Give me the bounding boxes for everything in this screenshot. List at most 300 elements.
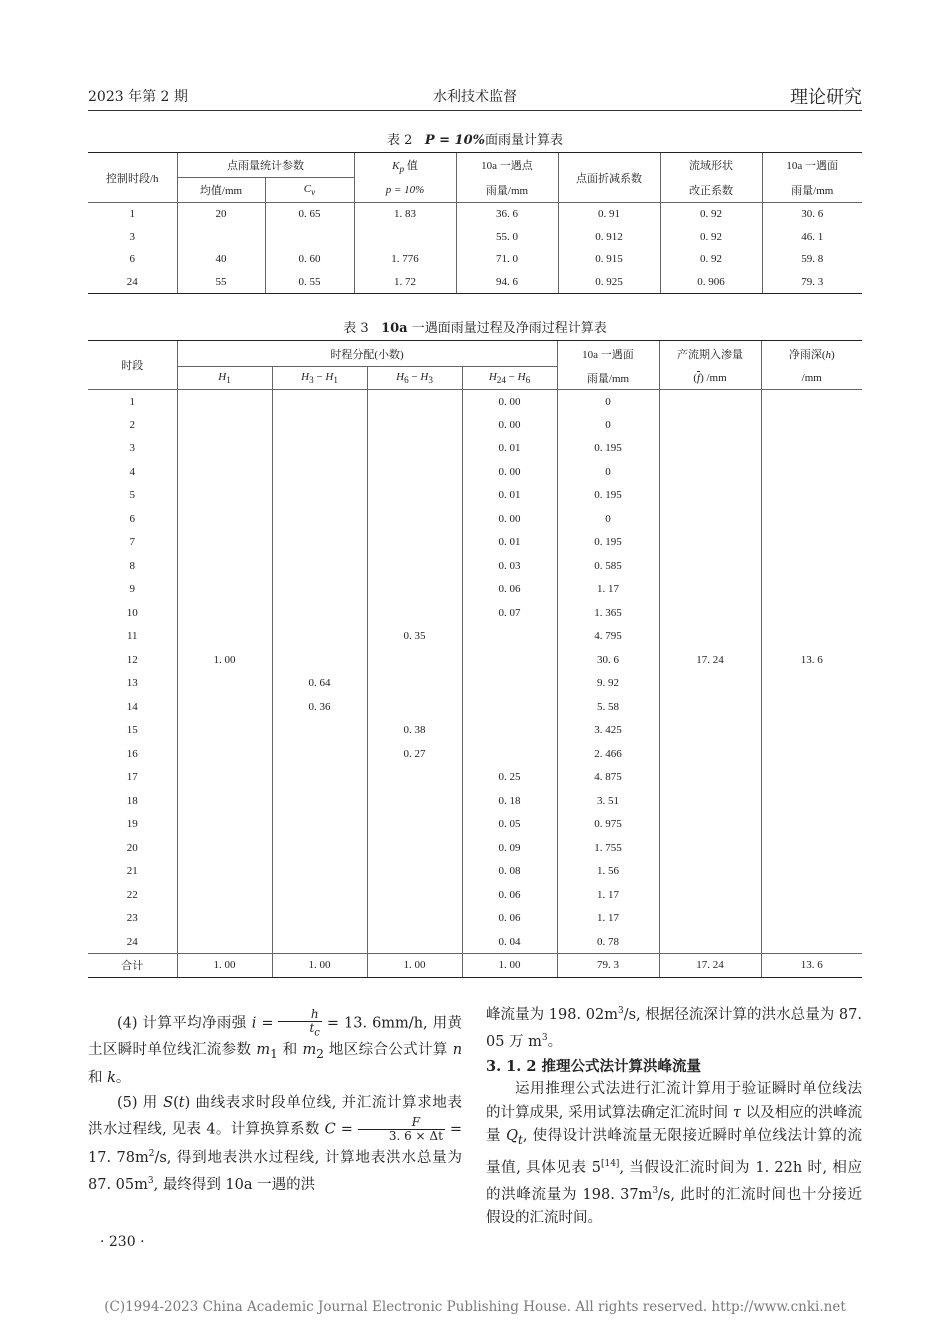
t3-cell-net xyxy=(761,460,862,484)
t3-cell-net xyxy=(761,531,862,555)
t3-cell-h6 xyxy=(367,860,462,884)
t2-cell-kp: 1. 776 xyxy=(354,248,456,271)
t3-cell-period: 9 xyxy=(129,583,135,596)
t3-cell-period: 合计 xyxy=(88,954,177,978)
t3-cell-h6: 0. 27 xyxy=(367,742,462,766)
t2-row xyxy=(88,248,862,271)
t3-cell-loss xyxy=(659,719,761,743)
t3-cell-h6: 0. 38 xyxy=(367,719,462,743)
t2-cell-area_rain: 46. 1 xyxy=(762,225,862,248)
t3-cell-h24: 1. 00 xyxy=(462,954,557,978)
t3-cell-loss xyxy=(659,531,761,555)
t3-header-net: 净雨深(h) xyxy=(761,341,862,367)
t2-header-point-rain: 10a 一遇点 xyxy=(456,153,558,178)
t2-cell-shape: 0. 92 xyxy=(660,225,762,248)
fraction-h-over-tc: $\frac{h}{t_c}$ xyxy=(278,1008,321,1039)
t3-cell-net xyxy=(761,507,862,531)
t3-cell-h6 xyxy=(367,648,462,672)
t2-header-cv: $C_v$ xyxy=(265,178,354,203)
t3-cell-h1 xyxy=(177,672,272,696)
t3-cell-net xyxy=(761,578,862,602)
t3-cell-rain: 3. 51 xyxy=(557,789,659,813)
t2-cell-shape: 0. 92 xyxy=(660,248,762,271)
t3-cell-period: 11 xyxy=(126,630,138,643)
t3-cell-h1 xyxy=(177,836,272,860)
t3-row xyxy=(88,766,862,790)
t3-cell-loss xyxy=(659,672,761,696)
t3-cell-h6 xyxy=(367,930,462,954)
t2-cell-point_rain: 36. 6 xyxy=(456,203,558,226)
t3-cell-h3 xyxy=(272,484,367,508)
t3-cell-h3 xyxy=(272,742,367,766)
t3-cell-loss xyxy=(659,813,761,837)
t3-cell-h24: 0. 08 xyxy=(462,860,557,884)
t2-row xyxy=(88,203,862,226)
t2-row xyxy=(88,271,862,294)
t3-cell-h3 xyxy=(272,719,367,743)
t3-cell-net xyxy=(761,766,862,790)
t2-cell-point_rain: 71. 0 xyxy=(456,248,558,271)
t2-cell-cv: 0. 65 xyxy=(265,203,354,226)
t3-cell-net: 13. 6 xyxy=(761,954,862,978)
t3-cell-h3 xyxy=(272,601,367,625)
t3-cell-h24: 0. 01 xyxy=(462,484,557,508)
t3-cell-h6 xyxy=(367,907,462,931)
table3-caption-prefix: 表 3 xyxy=(343,321,369,336)
t2-cell-period: 3 xyxy=(129,230,135,243)
t3-cell-period: 24 xyxy=(126,935,138,948)
t3-cell-loss xyxy=(659,860,761,884)
t3-cell-h24: 0. 01 xyxy=(462,531,557,555)
t3-cell-net: 13. 6 xyxy=(761,648,862,672)
t3-cell-period: 2 xyxy=(129,418,135,431)
t3-cell-net xyxy=(761,390,862,414)
t3-cell-h3 xyxy=(272,531,367,555)
table3-caption-suffix: 一遇面雨量过程及净雨过程计算表 xyxy=(407,321,607,336)
t3-cell-rain: 2. 466 xyxy=(557,742,659,766)
t3-cell-h6: 0. 35 xyxy=(367,625,462,649)
t3-cell-net xyxy=(761,484,862,508)
t3-cell-rain: 0 xyxy=(557,413,659,437)
t3-cell-h6 xyxy=(367,554,462,578)
t3-cell-h1 xyxy=(177,766,272,790)
t3-cell-h6 xyxy=(367,883,462,907)
t3-row xyxy=(88,437,862,461)
t2-cell-reduction: 0. 91 xyxy=(558,203,660,226)
section-heading-3-1-2: 3. 1. 2 推理公式法计算洪峰流量 xyxy=(486,1057,702,1075)
t3-row xyxy=(88,531,862,555)
t3-cell-h24 xyxy=(462,742,557,766)
t3-cell-h3 xyxy=(272,907,367,931)
t3-cell-loss xyxy=(659,836,761,860)
t3-row xyxy=(88,625,862,649)
t3-cell-h24: 0. 05 xyxy=(462,813,557,837)
t3-cell-period: 4 xyxy=(129,465,135,478)
t3-cell-h3: 1. 00 xyxy=(272,954,367,978)
t3-cell-net xyxy=(761,860,862,884)
t3-cell-net xyxy=(761,742,862,766)
t3-cell-rain: 1. 17 xyxy=(557,907,659,931)
t3-cell-h1 xyxy=(177,507,272,531)
t3-cell-rain: 0 xyxy=(557,390,659,414)
t3-cell-h1 xyxy=(177,813,272,837)
t3-cell-h24 xyxy=(462,719,557,743)
t3-cell-rain: 4. 875 xyxy=(557,766,659,790)
t3-cell-h6 xyxy=(367,484,462,508)
t3-cell-loss xyxy=(659,625,761,649)
t3-cell-h6 xyxy=(367,672,462,696)
body-right-column xyxy=(486,1000,862,1231)
t3-cell-h1 xyxy=(177,789,272,813)
t3-cell-loss xyxy=(659,883,761,907)
t3-cell-h24: 0. 00 xyxy=(462,507,557,531)
t3-cell-h24: 0. 00 xyxy=(462,460,557,484)
t3-cell-h1 xyxy=(177,930,272,954)
t3-cell-net xyxy=(761,554,862,578)
t3-cell-loss xyxy=(659,578,761,602)
t3-cell-h1 xyxy=(177,437,272,461)
t3-cell-loss xyxy=(659,930,761,954)
t3-cell-h24: 0. 00 xyxy=(462,390,557,414)
t3-cell-period: 7 xyxy=(129,536,135,549)
t3-cell-rain: 9. 92 xyxy=(557,672,659,696)
t3-cell-rain: 1. 17 xyxy=(557,883,659,907)
t3-cell-h6: 1. 00 xyxy=(367,954,462,978)
t3-cell-loss xyxy=(659,507,761,531)
table3-caption-bold: 10a xyxy=(381,321,408,336)
t3-cell-h1 xyxy=(177,531,272,555)
t3-cell-loss xyxy=(659,601,761,625)
table2-caption-prefix: 表 2 xyxy=(387,133,413,148)
t3-cell-h24: 0. 06 xyxy=(462,907,557,931)
page-number: · 230 · xyxy=(100,1234,145,1250)
t3-cell-loss xyxy=(659,554,761,578)
paragraph-step4: (4) 计算平均净雨强 i = $\frac{h}{t_c}$ = 13. 6mm/h, 用黄土区瞬时单位线汇流参数 $m_1$ 和 $m_2$ 地区综合公式计算 n 和 k。 xyxy=(88,1007,463,1086)
t3-cell-h6 xyxy=(367,507,462,531)
t3-row xyxy=(88,954,862,978)
t3-cell-h1 xyxy=(177,484,272,508)
t3-cell-h6 xyxy=(367,789,462,813)
t3-cell-loss xyxy=(659,695,761,719)
t2-cell-mean xyxy=(177,225,265,248)
t3-cell-h3 xyxy=(272,930,367,954)
t3-cell-h3 xyxy=(272,648,367,672)
t2-cell-mean: 40 xyxy=(177,248,265,271)
t3-header-loss-unit: $(\overline{f})$ /mm xyxy=(659,367,761,390)
t3-row xyxy=(88,672,862,696)
t3-cell-net xyxy=(761,883,862,907)
t3-cell-h3 xyxy=(272,437,367,461)
t3-cell-h3 xyxy=(272,390,367,414)
t3-cell-h6 xyxy=(367,766,462,790)
t2-header-point-rain-unit: 雨量/mm xyxy=(456,178,558,203)
t2-cell-shape: 0. 92 xyxy=(660,203,762,226)
t2-cell-reduction: 0. 925 xyxy=(558,271,660,294)
paragraph-rational-formula: 运用推理公式法进行汇流计算用于验证瞬时单位线法的计算成果, 采用试算法确定汇流时间 τ 以及相应的洪峰流量 $Q_t$, 使得设计洪峰流量无限接近瞬时单位线法计算的流量值, 具体见表 5[14], 当假设汇流时间为 1. 22h 时, 相应的洪峰流量为 198. $37m^3/s$, 此时的汇流时间也十分接近假设的汇流时间。 xyxy=(486,1081,863,1227)
t3-cell-h3 xyxy=(272,578,367,602)
t3-row xyxy=(88,930,862,954)
t3-cell-h3: 0. 36 xyxy=(272,695,367,719)
t3-cell-h6 xyxy=(367,601,462,625)
t3-cell-rain: 0. 195 xyxy=(557,437,659,461)
t3-cell-h6 xyxy=(367,836,462,860)
t3-cell-h24 xyxy=(462,695,557,719)
t3-cell-h6 xyxy=(367,413,462,437)
t3-cell-h1 xyxy=(177,460,272,484)
t3-cell-net xyxy=(761,437,862,461)
t3-cell-period: 16 xyxy=(126,747,138,760)
header-rule xyxy=(88,110,862,111)
t3-cell-rain: 1. 17 xyxy=(557,578,659,602)
t3-cell-rain: 1. 365 xyxy=(557,601,659,625)
t3-cell-period: 8 xyxy=(129,559,135,572)
t2-cell-period: 1 xyxy=(88,203,177,226)
t3-cell-loss xyxy=(659,484,761,508)
t3-cell-h24: 0. 01 xyxy=(462,437,557,461)
t3-header-distribution: 时程分配(小数) xyxy=(177,341,557,367)
t3-cell-period: 3 xyxy=(129,442,135,455)
t3-header-loss: 产流期入渗量 xyxy=(659,341,761,367)
t2-cell-kp: 1. 72 xyxy=(354,271,456,294)
issue-label: 2023 年第 2 期 xyxy=(88,89,188,105)
t3-cell-h24: 0. 09 xyxy=(462,836,557,860)
t3-cell-net xyxy=(761,625,862,649)
t3-header-rain: 10a 一遇面 xyxy=(557,341,659,367)
t3-cell-h1 xyxy=(177,742,272,766)
t3-cell-net xyxy=(761,672,862,696)
t3-cell-h6 xyxy=(367,390,462,414)
t2-cell-mean: 20 xyxy=(177,203,265,226)
t3-cell-period: 18 xyxy=(126,794,138,807)
t3-row xyxy=(88,390,862,414)
t3-cell-period: 20 xyxy=(126,841,138,854)
t3-cell-h6 xyxy=(367,460,462,484)
t3-cell-net xyxy=(761,813,862,837)
section-label: 理论研究 xyxy=(790,87,862,108)
t2-cell-mean: 55 xyxy=(177,271,265,294)
t2-cell-area_rain: 59. 8 xyxy=(762,248,862,271)
t3-row xyxy=(88,601,862,625)
paragraph-flood-peak: 峰流量为 198. $02m^3/s$, 根据径流深计算的洪水总量为 87. 05 万 $m^3$。 xyxy=(486,1006,862,1051)
t3-row xyxy=(88,907,862,931)
paragraph-step5: (5) 用 S(t) 曲线表求时段单位线, 并汇流计算求地表洪水过程线, 见表 4。计算换算系数 C = $\frac{F}{3. 6 \times \Delta t}$ = 17. $78m^2/s$, 得到地表洪水过程线, 计算地表洪水总量为 87. $05m^3$, 最终得到 10a 一遇的洪 xyxy=(88,1095,463,1193)
t3-cell-h24 xyxy=(462,672,557,696)
t3-cell-rain: 0. 195 xyxy=(557,531,659,555)
t3-cell-period: 22 xyxy=(126,888,138,901)
t3-header-h24: $H_{24} - H_6$ xyxy=(462,367,557,390)
t3-cell-h3 xyxy=(272,813,367,837)
t3-row xyxy=(88,860,862,884)
t3-cell-h24: 0. 03 xyxy=(462,554,557,578)
t3-row xyxy=(88,742,862,766)
t3-cell-h3 xyxy=(272,860,367,884)
t3-cell-h1 xyxy=(177,554,272,578)
t3-cell-loss xyxy=(659,766,761,790)
t3-row xyxy=(88,883,862,907)
t3-cell-rain: 0. 195 xyxy=(557,484,659,508)
t3-cell-net xyxy=(761,907,862,931)
t3-header-h1: $H_1$ xyxy=(177,367,272,390)
t3-header-period: 时段 xyxy=(88,341,177,390)
t2-cell-area_rain: 30. 6 xyxy=(762,203,862,226)
t2-cell-cv: 0. 60 xyxy=(265,248,354,271)
t2-cell-cv: 0. 55 xyxy=(265,271,354,294)
t3-cell-loss xyxy=(659,437,761,461)
t3-cell-rain: 4. 795 xyxy=(557,625,659,649)
t3-cell-rain: 3. 425 xyxy=(557,719,659,743)
t3-cell-h1 xyxy=(177,907,272,931)
t3-cell-h24: 0. 06 xyxy=(462,578,557,602)
table3-caption xyxy=(0,317,950,336)
t2-cell-point_rain: 55. 0 xyxy=(456,225,558,248)
t3-cell-h1 xyxy=(177,883,272,907)
t3-row xyxy=(88,507,862,531)
t2-cell-period: 24 xyxy=(88,271,177,294)
t2-cell-reduction: 0. 912 xyxy=(558,225,660,248)
t3-cell-h24 xyxy=(462,648,557,672)
t3-cell-net xyxy=(761,719,862,743)
t3-cell-net xyxy=(761,601,862,625)
t3-cell-h3 xyxy=(272,836,367,860)
t3-cell-period: 23 xyxy=(126,912,138,925)
t3-cell-period: 6 xyxy=(129,512,135,525)
t3-cell-h24: 0. 06 xyxy=(462,883,557,907)
t2-header-reduction: 点面折减系数 xyxy=(558,153,660,203)
t2-header-shape: 流域形状 xyxy=(660,153,762,178)
t3-header-h6: $H_6 - H_3$ xyxy=(367,367,462,390)
journal-title: 水利技术监督 xyxy=(433,89,517,105)
t2-header-point-params: 点雨量统计参数 xyxy=(177,153,354,178)
t3-cell-period: 10 xyxy=(126,606,138,619)
t3-cell-h24: 0. 18 xyxy=(462,789,557,813)
t3-row xyxy=(88,484,862,508)
t3-row xyxy=(88,578,862,602)
t3-cell-period: 12 xyxy=(126,653,138,666)
t3-row xyxy=(88,648,862,672)
table2-caption xyxy=(0,129,950,148)
t3-cell-rain: 30. 6 xyxy=(557,648,659,672)
t2-cell-shape: 0. 906 xyxy=(660,271,762,294)
t3-cell-loss xyxy=(659,742,761,766)
t3-cell-h3 xyxy=(272,625,367,649)
t3-cell-period: 5 xyxy=(129,489,135,502)
t3-row xyxy=(88,836,862,860)
t3-cell-h1 xyxy=(177,601,272,625)
t3-row xyxy=(88,813,862,837)
t3-cell-h1 xyxy=(177,695,272,719)
t2-cell-kp: 1. 83 xyxy=(354,203,456,226)
t3-cell-period: 19 xyxy=(126,818,138,831)
t3-cell-h6 xyxy=(367,695,462,719)
t3-cell-h1: 1. 00 xyxy=(177,954,272,978)
t3-cell-h1 xyxy=(177,625,272,649)
t3-cell-rain: 79. 3 xyxy=(557,954,659,978)
t2-header-area-rain: 10a 一遇面 xyxy=(762,153,862,178)
t3-cell-h3 xyxy=(272,883,367,907)
t3-cell-rain: 0. 585 xyxy=(557,554,659,578)
t2-cell-kp xyxy=(354,225,456,248)
t2-header-kp: $K_p$ 值 xyxy=(354,153,456,178)
t3-cell-h1 xyxy=(177,413,272,437)
t3-cell-h3: 0. 64 xyxy=(272,672,367,696)
t3-cell-loss xyxy=(659,460,761,484)
t3-cell-h6 xyxy=(367,813,462,837)
t3-cell-period: 14 xyxy=(126,700,138,713)
t3-header-h3: $H_3 - H_1$ xyxy=(272,367,367,390)
t3-cell-h24: 0. 25 xyxy=(462,766,557,790)
t2-header-kp-p: p = 10% xyxy=(354,178,456,203)
body-left-column xyxy=(88,1008,462,1197)
t3-cell-h3 xyxy=(272,766,367,790)
t3-cell-loss: 17. 24 xyxy=(659,954,761,978)
fraction-f-over-dt: $\frac{F}{3. 6 \times \Delta t}$ xyxy=(358,1116,445,1143)
t3-cell-h3 xyxy=(272,507,367,531)
t3-cell-h3 xyxy=(272,554,367,578)
t3-cell-h1 xyxy=(177,860,272,884)
t2-header-shape-2: 改正系数 xyxy=(660,178,762,203)
t3-cell-h6 xyxy=(367,531,462,555)
t3-cell-period: 17 xyxy=(126,771,138,784)
t3-cell-period: 13 xyxy=(126,677,138,690)
t3-header-rain-unit: 雨量/mm xyxy=(557,367,659,390)
t3-cell-h24: 0. 07 xyxy=(462,601,557,625)
t3-row xyxy=(88,554,862,578)
t3-cell-rain: 1. 56 xyxy=(557,860,659,884)
t3-header-net-unit: /mm xyxy=(761,367,862,390)
t2-cell-point_rain: 94. 6 xyxy=(456,271,558,294)
table2-caption-suffix: 面雨量计算表 xyxy=(484,133,563,148)
t3-cell-net xyxy=(761,930,862,954)
t3-cell-h1: 1. 00 xyxy=(177,648,272,672)
t3-row xyxy=(88,719,862,743)
t3-row xyxy=(88,695,862,719)
t3-cell-h6 xyxy=(367,578,462,602)
t3-cell-h1 xyxy=(177,719,272,743)
t3-row xyxy=(88,789,862,813)
t3-cell-rain: 0 xyxy=(557,507,659,531)
t3-cell-h24 xyxy=(462,625,557,649)
t3-cell-period: 1 xyxy=(88,390,177,414)
t3-cell-rain: 5. 58 xyxy=(557,695,659,719)
t2-cell-cv xyxy=(265,225,354,248)
table2-caption-p: P = 10% xyxy=(424,133,485,148)
t3-cell-rain: 0 xyxy=(557,460,659,484)
t3-cell-loss: 17. 24 xyxy=(659,648,761,672)
t3-cell-loss xyxy=(659,390,761,414)
t3-cell-net xyxy=(761,695,862,719)
table2 xyxy=(88,152,862,294)
t2-cell-reduction: 0. 915 xyxy=(558,248,660,271)
t2-header-mean: 均值/mm xyxy=(177,178,265,203)
t3-cell-period: 21 xyxy=(126,865,138,878)
t2-header-area-rain-unit: 雨量/mm xyxy=(762,178,862,203)
t3-cell-h1 xyxy=(177,578,272,602)
t3-row xyxy=(88,460,862,484)
t3-cell-net xyxy=(761,413,862,437)
t3-cell-loss xyxy=(659,789,761,813)
t3-cell-h24: 0. 00 xyxy=(462,413,557,437)
t3-cell-rain: 1. 755 xyxy=(557,836,659,860)
t3-cell-h1 xyxy=(177,390,272,414)
t3-cell-period: 15 xyxy=(126,724,138,737)
t2-cell-period: 6 xyxy=(129,253,135,266)
t2-header-period: 控制时段/h xyxy=(88,153,177,203)
t2-cell-area_rain: 79. 3 xyxy=(762,271,862,294)
table3 xyxy=(88,340,862,978)
t3-cell-net xyxy=(761,836,862,860)
t3-cell-net xyxy=(761,789,862,813)
t2-row xyxy=(88,225,862,248)
